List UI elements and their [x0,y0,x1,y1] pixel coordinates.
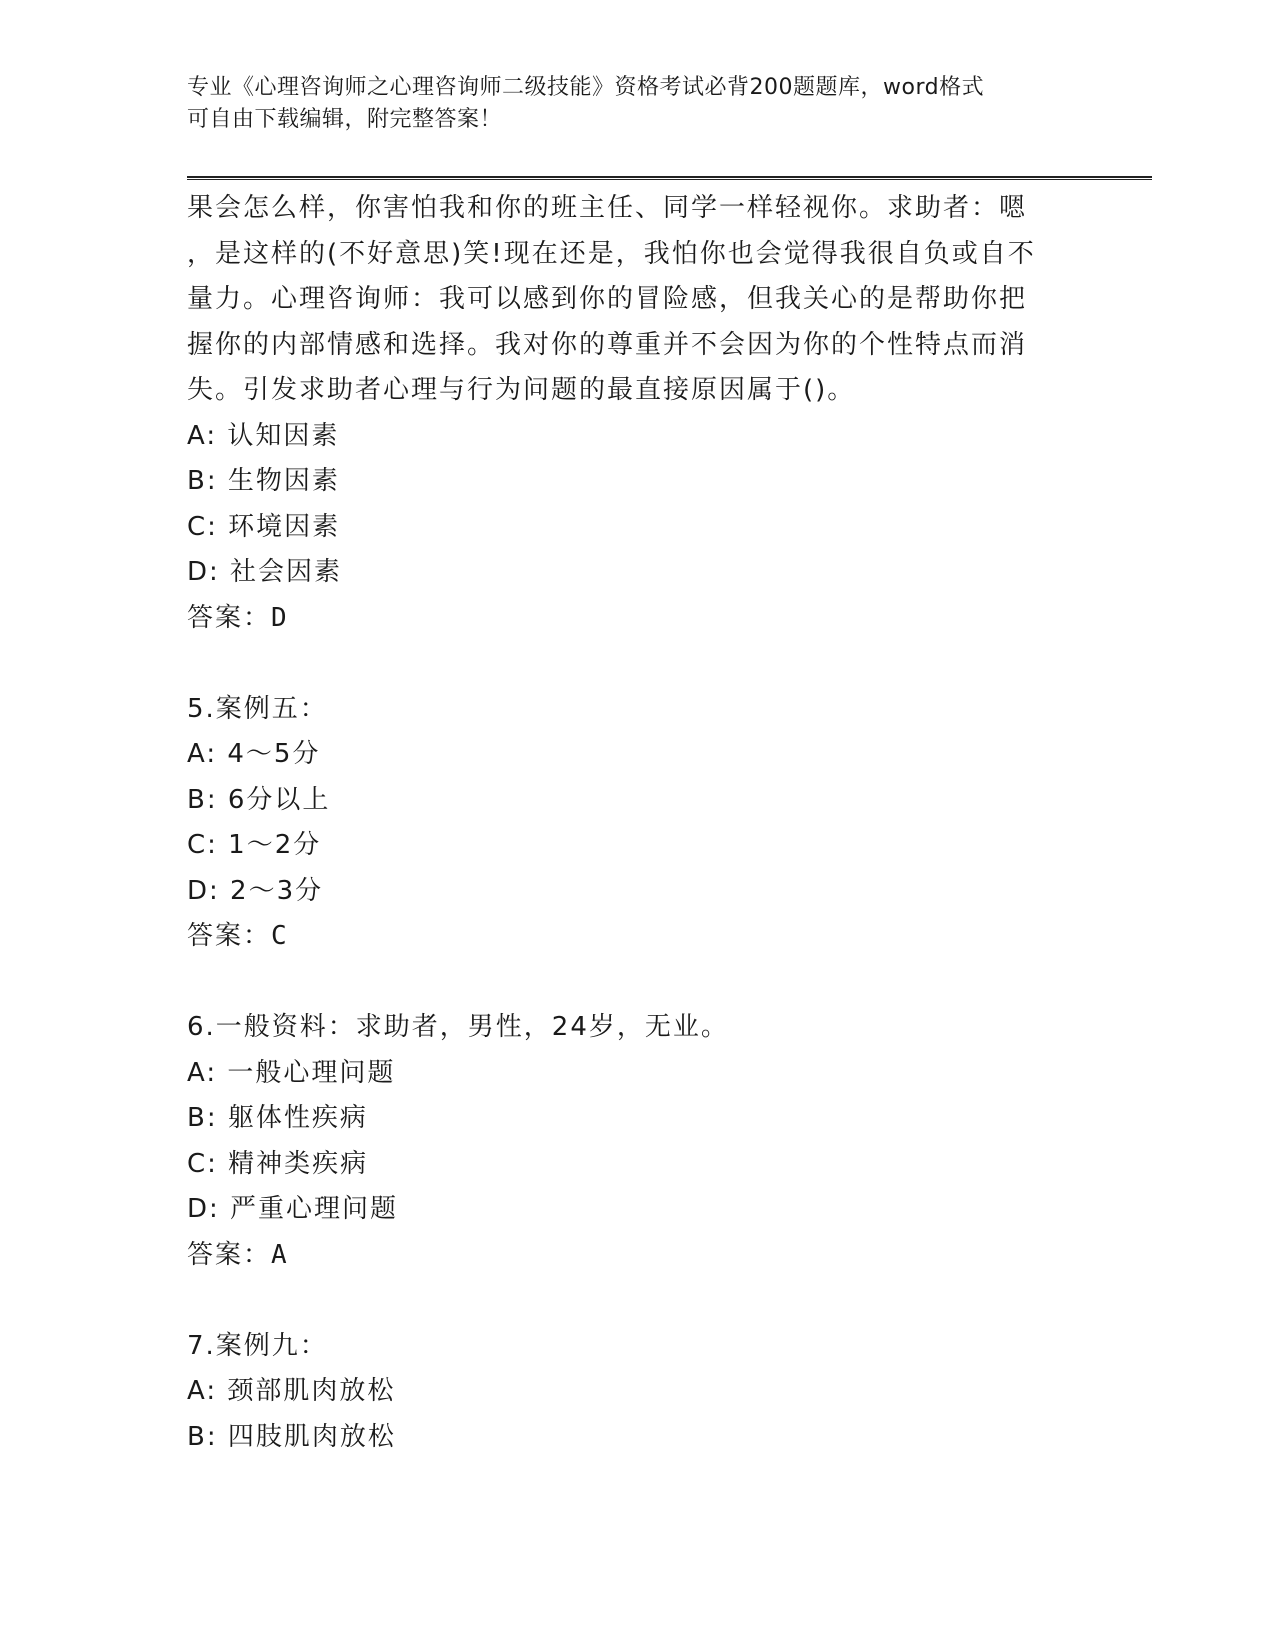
document-header [187,72,1087,136]
question-4 [187,186,1087,641]
option-a: A: 认知因素 [187,420,340,451]
question-text-line: 量力。心理咨询师：我可以感到你的冒险感，但我关心的是帮助你把 [187,284,1028,314]
question-text-line: 果会怎么样，你害怕我和你的班主任、同学一样轻视你。求助者：嗯 [187,193,1028,223]
question-7 [187,1324,1087,1461]
answer-line: 答案：A [187,1239,289,1270]
option-a: A: 颈部肌肉放松 [187,1376,396,1406]
question-text-line: 失。引发求助者心理与行为问题的最直接原因属于()。 [187,375,856,405]
document-body [187,186,1087,1460]
option-c: C: 1～2分 [187,830,322,860]
answer-line: 答案：C [187,921,289,951]
spacer [187,1278,1087,1324]
question-6 [187,1005,1087,1278]
option-d: D: 2～3分 [187,875,324,906]
option-b: B: 躯体性疾病 [187,1103,368,1133]
question-title: 5.案例五： [187,693,328,724]
question-text-line: ，是这样的(不好意思)笑!现在还是，我怕你也会觉得我很自负或自不 [187,238,1036,269]
header-title-line-2: 可自由下载编辑，附完整答案！ [187,107,503,132]
answer-line: 答案：D [187,602,289,633]
spacer [187,641,1087,687]
option-b: B: 生物因素 [187,466,340,496]
option-c: C: 环境因素 [187,511,341,542]
option-b: B: 6分以上 [187,784,331,815]
question-title: 7.案例九： [187,1330,328,1361]
option-a: A: 4～5分 [187,739,321,769]
question-text-line: 握你的内部情感和选择。我对你的尊重并不会因为你的个性特点而消 [187,329,1028,360]
header-title-line-1: 专业《心理咨询师之心理咨询师二级技能》资格考试必背200题题库，word格式 [187,75,985,100]
option-d: D: 社会因素 [187,557,343,587]
option-b: B: 四肢肌肉放松 [187,1421,396,1452]
question-title: 6.一般资料：求助者，男性，24岁，无业。 [187,1012,729,1042]
option-d: D: 严重心理问题 [187,1194,399,1224]
header-divider [187,176,1152,180]
question-5 [187,687,1087,960]
option-c: C: 精神类疾病 [187,1148,369,1179]
option-a: A: 一般心理问题 [187,1057,396,1088]
spacer [187,960,1087,1006]
